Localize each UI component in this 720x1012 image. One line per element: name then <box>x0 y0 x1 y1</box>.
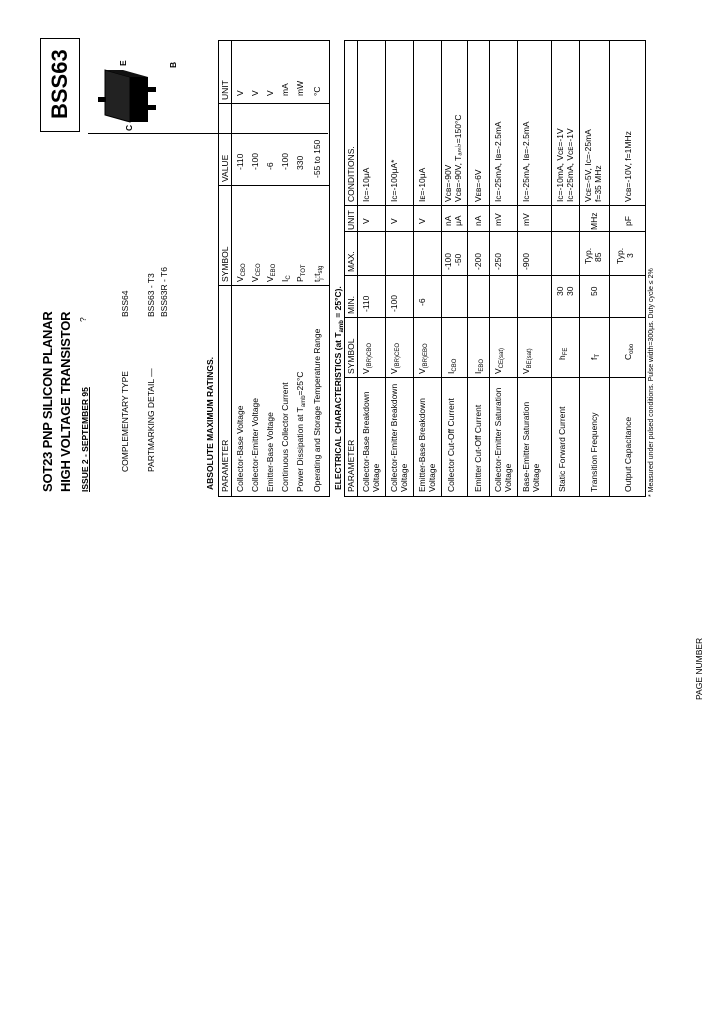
elec-row-param: Transition Frequency <box>589 412 599 492</box>
elec-row-param: Base-Emitter Saturation Voltage <box>521 401 541 492</box>
abs-row-param: Emitter-Base Voltage <box>265 412 275 492</box>
elec-row-param: Output Capacitance <box>623 416 633 492</box>
abs-header-parameter: PARAMETER <box>220 439 230 492</box>
elec-row-param: Static Forward Current <box>557 406 567 492</box>
abs-row-symbol: $I_C$ <box>280 275 292 282</box>
elec-row-conditions: Vᴄᴇ=-5V, Iᴄ=-25mA <box>583 129 593 202</box>
elec-row-max: -100 <box>443 252 453 270</box>
elec-row-symbol: $V_{BE(sat)}$ <box>521 348 533 374</box>
elec-row-conditions: Iᴄ=-10μA <box>361 167 371 202</box>
abs-row-symbol: $V_{CEO}$ <box>250 263 262 282</box>
elec-row-min: -6 <box>417 298 427 306</box>
elec-row-min: -100 <box>389 294 399 312</box>
partmarking-label: PARTMARKING DETAIL — <box>146 368 156 472</box>
complementary-label: COMPLEMENTARY TYPE <box>120 371 130 472</box>
issue-text: ISSUE 2 - SEPTEMBER 95 <box>80 387 90 492</box>
elec-row-symbol: $I_{CBO}$ <box>446 358 458 374</box>
elec-row-conditions: Iᴇ=-10μA <box>417 167 427 202</box>
elec-row-param: Emitter Cut-Off Current <box>473 404 483 492</box>
partmarking-line-1: BSS63 - T3 <box>146 273 156 317</box>
elec-row-symbol: $V_{(BR)CEO}$ <box>389 342 401 374</box>
elec-row-symbol: $V_{CE(sat)}$ <box>493 347 505 374</box>
elec-row-unit: nA <box>443 215 453 226</box>
elec-row-conditions: Vᴄʙ=-90V <box>443 164 453 202</box>
abs-row-value: 330 <box>295 155 305 170</box>
abs-row-param: Operating and Storage Temperature Range <box>312 328 322 492</box>
elec-row-max-2: 85 <box>593 252 603 262</box>
title-line-1: SOT23 PNP SILICON PLANAR <box>40 311 55 492</box>
elec-row-unit: V <box>417 218 427 224</box>
elec-row-conditions: Iᴄ=-25mA, Iʙ=-2.5mA <box>493 121 503 202</box>
abs-row-value: -6 <box>265 162 275 170</box>
abs-row-value: -100 <box>280 152 290 170</box>
elec-row-symbol: $V_{(BR)CBO}$ <box>361 342 373 374</box>
abs-row-unit: V <box>235 90 245 96</box>
elec-row-unit: pF <box>623 216 633 226</box>
elec-heading: ELECTRICAL CHARACTERISTICS (at $T_{amb} = 25^\circ C$). <box>333 286 345 490</box>
elec-row-min-2: 30 <box>565 286 575 296</box>
abs-row-unit: mW <box>295 80 305 96</box>
abs-row-symbol: $V_{EBO}$ <box>265 263 277 282</box>
elec-row-unit: MHz <box>589 212 599 230</box>
complementary-value: BSS64 <box>120 290 130 317</box>
elec-row-param: Collector Cut-Off Current <box>446 398 456 492</box>
elec-row-param: Collector-Emitter Saturation Voltage <box>493 387 513 492</box>
abs-row-unit: V <box>265 90 275 96</box>
elec-row-unit: V <box>361 218 371 224</box>
elec-header-parameter: PARAMETER <box>346 439 356 492</box>
abs-row-param: Collector-Emitter Voltage <box>250 397 260 492</box>
pin-c-label: C <box>124 124 134 131</box>
abs-row-value: -55 to 150 <box>312 139 322 178</box>
elec-row-param: Collector-Emitter Breakdown Voltage <box>389 383 409 492</box>
elec-row-symbol: $h_{FE}$ <box>557 347 569 360</box>
abs-row-param: Collector-Base Voltage <box>235 405 245 492</box>
part-number: BSS63 <box>47 49 72 119</box>
elec-header-symbol: SYMBOL <box>346 338 356 374</box>
title-line-2: HIGH VOLTAGE TRANSISTOR <box>58 311 73 492</box>
elec-row-conditions: Vᴇʙ=-6V <box>473 169 483 202</box>
elec-row-conditions-2: Iᴄ=-25mA, Vᴄᴇ=-1V <box>565 128 575 202</box>
page-number: PAGE NUMBER <box>694 637 704 700</box>
elec-row-unit: mV <box>521 213 531 226</box>
elec-row-symbol: $f_T$ <box>589 353 601 360</box>
abs-row-param: Power Dissipation at $T_{amb}=25^\circ C$ <box>295 371 307 492</box>
abs-max-table <box>218 40 330 497</box>
sot23-package-icon <box>90 42 160 132</box>
elec-row-max: -250 <box>493 252 503 270</box>
pin-e-label: E <box>118 60 128 66</box>
abs-header-unit: UNIT <box>220 80 230 100</box>
abs-row-value: -100 <box>250 152 260 170</box>
elec-row-param: Emitter-Base Breakdown Voltage <box>417 397 437 492</box>
elec-row-min: 50 <box>589 286 599 296</box>
elec-row-symbol: $I_{EBO}$ <box>473 358 485 374</box>
elec-header-max: MAX. <box>346 251 356 272</box>
elec-row-unit: V <box>389 218 399 224</box>
elec-row-max: Typ. <box>615 247 625 264</box>
elec-row-conditions: Iᴄ=-25mA, Iʙ=-2.5mA <box>521 121 531 202</box>
footnote: * Measured under pulsed conditions. Pulse width=300μs. Duty cycle ≤ 2% <box>648 268 655 497</box>
elec-row-symbol: $V_{(BR)EBO}$ <box>417 343 429 374</box>
elec-header-conditions: CONDITIONS. <box>346 146 356 202</box>
elec-row-param: Collector-Base Breakdown Voltage <box>361 391 381 492</box>
elec-table <box>344 40 646 497</box>
elec-row-min: -110 <box>361 295 371 312</box>
abs-row-param: Continuous Collector Current <box>280 382 290 492</box>
abs-max-heading: ABSOLUTE MAXIMUM RATINGS. <box>205 356 215 490</box>
elec-row-conditions: Vᴄʙ=-10V, f=1MHz <box>623 131 633 202</box>
elec-row-conditions-2: Vᴄʙ=-90V, Tₐₘ♭=150°C <box>453 114 463 202</box>
issue-label <box>80 387 90 492</box>
abs-row-unit: °C <box>312 86 322 96</box>
elec-row-max: -900 <box>521 252 531 270</box>
abs-row-unit: mA <box>280 83 290 96</box>
elec-row-max: -200 <box>473 252 483 270</box>
elec-row-max-2: 3 <box>625 253 635 258</box>
elec-row-unit-2: μA <box>453 215 463 226</box>
abs-row-value: -110 <box>235 153 245 170</box>
elec-row-max: Typ. <box>583 247 593 264</box>
pin-b-label: B <box>168 61 178 68</box>
elec-row-symbol: $C_{obo}$ <box>623 343 635 360</box>
elec-header-min: MIN. <box>346 296 356 314</box>
elec-header-unit: UNIT <box>346 210 356 230</box>
abs-row-symbol: $P_{TOT}$ <box>295 264 307 282</box>
abs-row-symbol: $t_j:t_{stg}$ <box>312 265 324 282</box>
elec-row-conditions-2: f=35 MHz <box>593 165 603 202</box>
elec-row-min: 30 <box>555 286 565 296</box>
elec-row-unit: nA <box>473 215 483 226</box>
elec-row-conditions: Iᴄ=-100μA* <box>389 159 399 202</box>
elec-row-max-2: -50 <box>453 253 463 266</box>
partmarking-line-2: BSS63R - T6 <box>159 267 169 317</box>
abs-row-symbol: $V_{CBO}$ <box>235 263 247 282</box>
abs-row-unit: V <box>250 90 260 96</box>
abs-header-symbol: SYMBOL <box>220 246 230 282</box>
elec-row-conditions: Iᴄ=-10mA, Vᴄᴇ=-1V <box>555 128 565 202</box>
elec-row-unit: mV <box>493 213 503 226</box>
abs-header-value: VALUE <box>220 154 230 182</box>
issue-mark: ? <box>78 317 88 322</box>
